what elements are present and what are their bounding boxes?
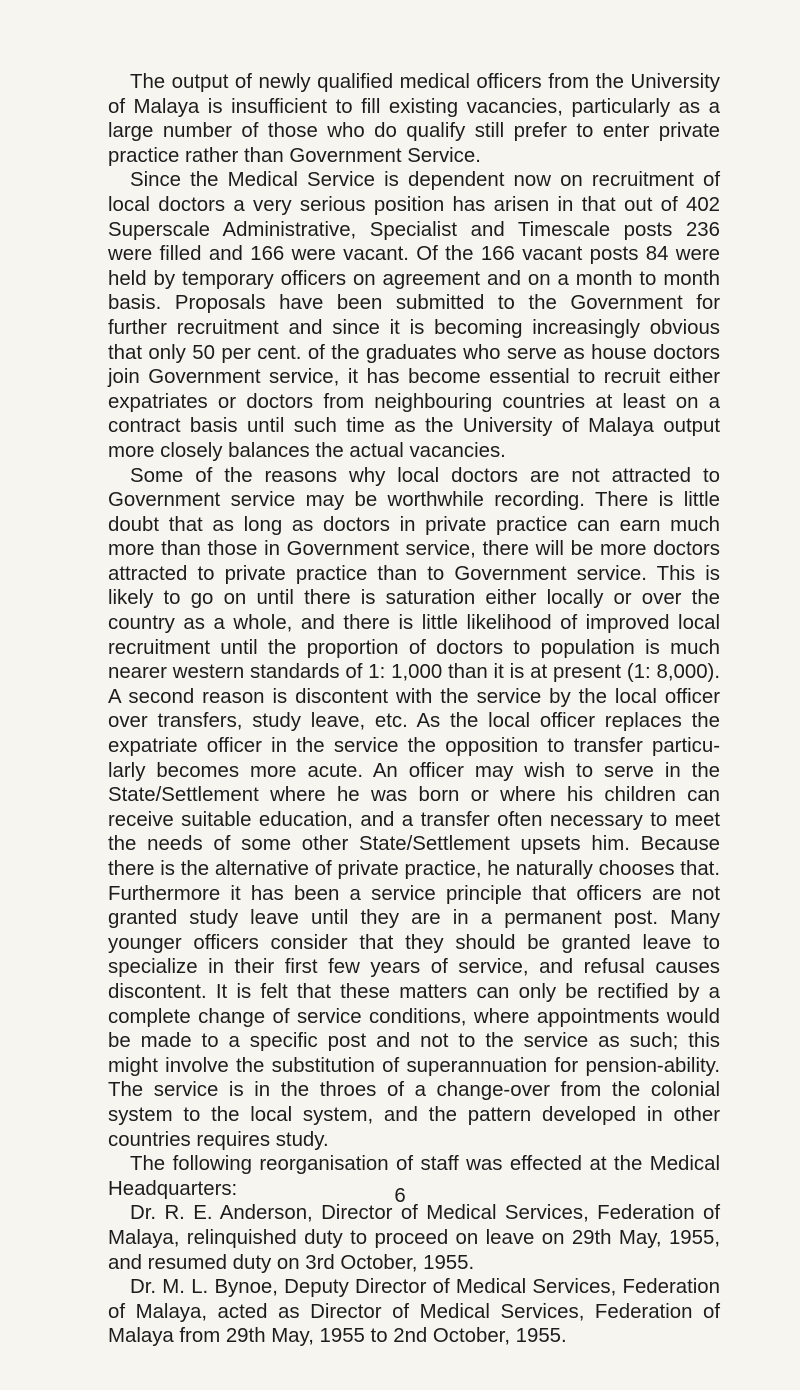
paragraph-medical-officer-output: The output of newly qualified medical officers from the University of Malaya is insufficient to fill existing vacancies, particularly as a large number of those who do qualify still prefer to enter private practice rather than Government Service. xyxy=(108,71,720,167)
paragraph-bynoe: Dr. M. L. Bynoe, Deputy Director of Medical Services, Federation of Malaya, acted as Director of Medical Services, Federation of Malaya from 29th May, 1955 to 2nd October, 1955. xyxy=(108,1276,720,1348)
paragraph-reasons-not-attracted: Some of the reasons why local doctors are not attracted to Government service may be worthwhile recording. There is little doubt that as long as doctors in private practice can earn much more than those in Government service, there will be more doctors attracted to private practice than to Government service. This is likely to go on until there is saturation either locally or over the country as a whole, and there is little likelihood of improved local recruitment until the proportion of doctors to population is much nearer western standards of 1: 1,000 than it is at present (1: 8,000). A second reason is discontent with the service by the local officer over transfers, study leave, etc. As the local officer replaces the expatriate officer in the service the opposition to transfer particu-larly becomes more acute. An officer may wish to serve in the State/Settlement where he was born or where his children can receive suitable education, and a transfer often necessary to meet the needs of some other State/Settlement upsets him. Because there is the alternative of private practice, he naturally chooses that. Furthermore it has been a service principle that officers are not granted study leave until they are in a permanent post. Many younger officers consider that they should be granted leave to specialize in their first few years of service, and refusal causes discontent. It is felt that these matters can only be rectified by a complete change of service conditions, where appointments would be made to a specific post and not to the service as such; this might involve the substitution of superannuation for pension-ability. The service is in the throes of a change-over from the colonial system to the local system, and the pattern developed in other countries requires study. xyxy=(108,464,720,1151)
paragraph-reorganisation-intro: The following reorganisation of staff was effected at the Medical Headquarters: xyxy=(108,1153,720,1200)
page-number: 6 xyxy=(394,1185,406,1207)
paragraph-recruitment-position: Since the Medical Service is dependent now on recruitment of local doctors a very serious position has arisen in that out of 402 Superscale Administrative, Specialist and Timescale posts 236 were filled and 166 were vacant. Of the 166 vacant posts 84 were held by temporary officers on agreement and on a month to month basis. Proposals have been submitted to the Government for further recruitment and since it is becoming increasingly obvious that only 50 per cent. of the graduates who serve as house doctors join Government service, it has become essential to recruit either expatriates or doctors from neighbouring countries at least on a contract basis until such time as the University of Malaya output more closely balances the actual vacancies. xyxy=(108,169,720,462)
body-text xyxy=(108,70,720,1349)
paragraph-anderson: Dr. R. E. Anderson, Director of Medical Services, Federation of Malaya, relinquished duty to proceed on leave on 29th May, 1955, and resumed duty on 3rd October, 1955. xyxy=(108,1202,720,1274)
